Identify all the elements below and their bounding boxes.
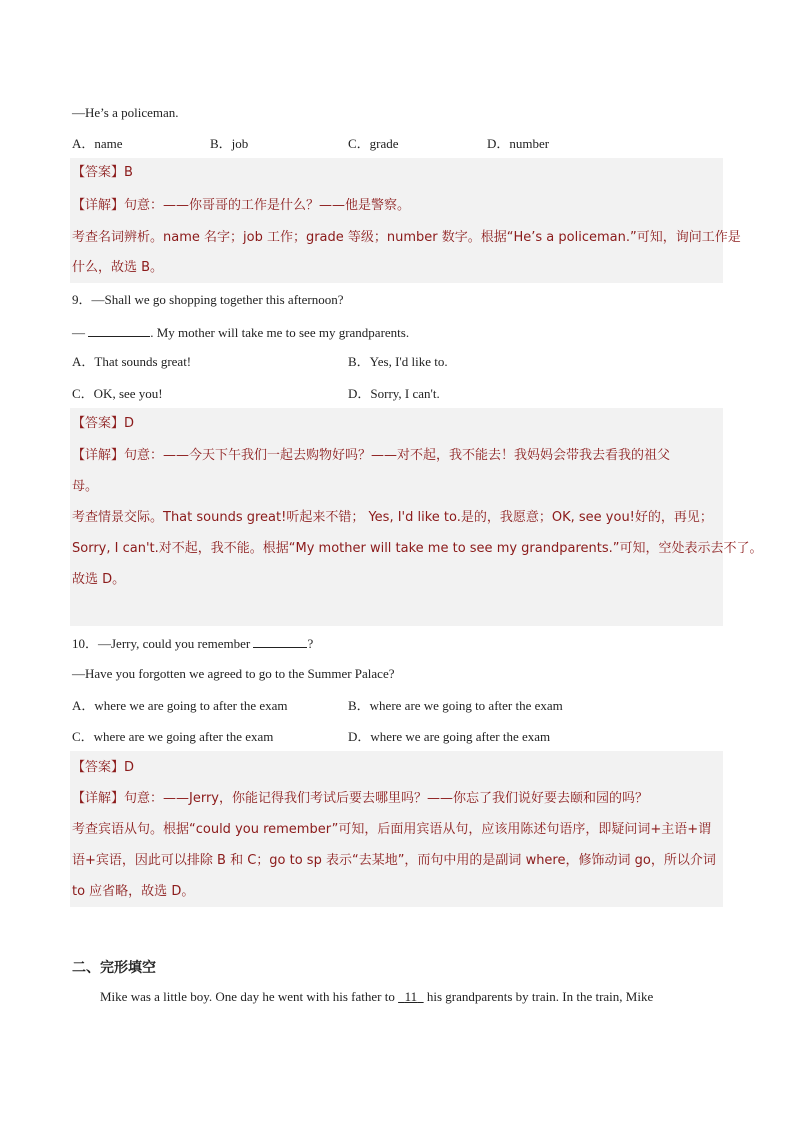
q8-detail-3: 什么，故选 B。 [72, 260, 164, 275]
q10-answer: 【答案】D [72, 760, 135, 775]
q10-option-a: A．where we are going to after the exam [72, 698, 288, 713]
q9-option-c: C．OK, see you! [72, 386, 163, 401]
q10-line-2: —Have you forgotten we agreed to go to the Summer Palace? [72, 666, 395, 681]
section-heading: 二、完形填空 [72, 960, 156, 976]
q8-detail-1: 【详解】句意：——你哥哥的工作是什么？——他是警察。 [72, 198, 411, 213]
q9-reply-line: — . My mother will take me to see my grandparents. [72, 325, 410, 340]
q9-question: 9．—Shall we go shopping together this afternoon? [72, 292, 344, 307]
cloze-blank-11: 11 [404, 989, 418, 1004]
q10-question: 10．—Jerry, could you remember ? [72, 636, 314, 651]
q9-detail-3: 考查情景交际。That sounds great!听起来不错； Yes, I'd like to.是的，我愿意；OK, see you!好的，再见； [72, 510, 713, 525]
q8-option-a: A．name [72, 136, 123, 151]
q8-explanation-box [70, 158, 741, 283]
q10-detail-3: 语+宾语，因此可以排除 B 和 C；go to sp 表示“去某地”，而句中用的是副词 where，修饰动词 go，所以介词 [72, 853, 716, 868]
cloze-paragraph: Mike was a little boy. One day he went with his father to 11 his grandparents by train. In the train, Mike [100, 989, 654, 1004]
q10-detail-2: 考查宾语从句。根据“could you remember”可知，后面用宾语从句，应该用陈述句语序，即疑问词+主语+谓 [72, 822, 712, 837]
q8-option-d: D．number [487, 136, 550, 151]
q9-option-d: D．Sorry, I can't. [348, 386, 440, 401]
q9-detail-5: 故选 D。 [72, 572, 126, 587]
q9-detail-1: 【详解】句意：——今天下午我们一起去购物好吗？——对不起，我不能去！我妈妈会带我去看我的祖父 [72, 448, 671, 463]
q9-detail-4: Sorry, I can't.对不起，我不能。根据“My mother will take me to see my grandparents.”可知，空处表示去不了。 [72, 541, 763, 556]
q10-detail-1: 【详解】句意：——Jerry，你能记得我们考试后要去哪里吗？——你忘了我们说好要去颐和园的吗？ [72, 791, 649, 806]
q8-answer: 【答案】B [72, 165, 133, 180]
q9-option-b: B．Yes, I'd like to. [348, 354, 448, 369]
q9-blank [88, 324, 150, 337]
q10-blank [253, 635, 307, 648]
q10-detail-4: to 应省略，故选 D。 [72, 884, 195, 899]
q8-answer-line: —He’s a policeman. [72, 105, 179, 120]
q8-option-c: C．grade [348, 136, 399, 151]
q8-detail-2: 考查名词辨析。name 名字；job 工作；grade 等级；number 数字。根据“He’s a policeman.”可知，询问工作是 [72, 230, 741, 245]
q9-option-a: A．That sounds great! [72, 354, 192, 369]
q8-option-b: B．job [210, 136, 249, 151]
q10-option-b: B．where are we going to after the exam [348, 698, 563, 713]
q9-explanation-box [70, 408, 763, 626]
q9-detail-2: 母。 [72, 479, 99, 494]
q10-option-d: D．where we are going after the exam [348, 729, 551, 744]
q10-explanation-box [70, 751, 723, 907]
q9-answer: 【答案】D [72, 416, 135, 431]
q10-option-c: C．where are we going after the exam [72, 729, 274, 744]
